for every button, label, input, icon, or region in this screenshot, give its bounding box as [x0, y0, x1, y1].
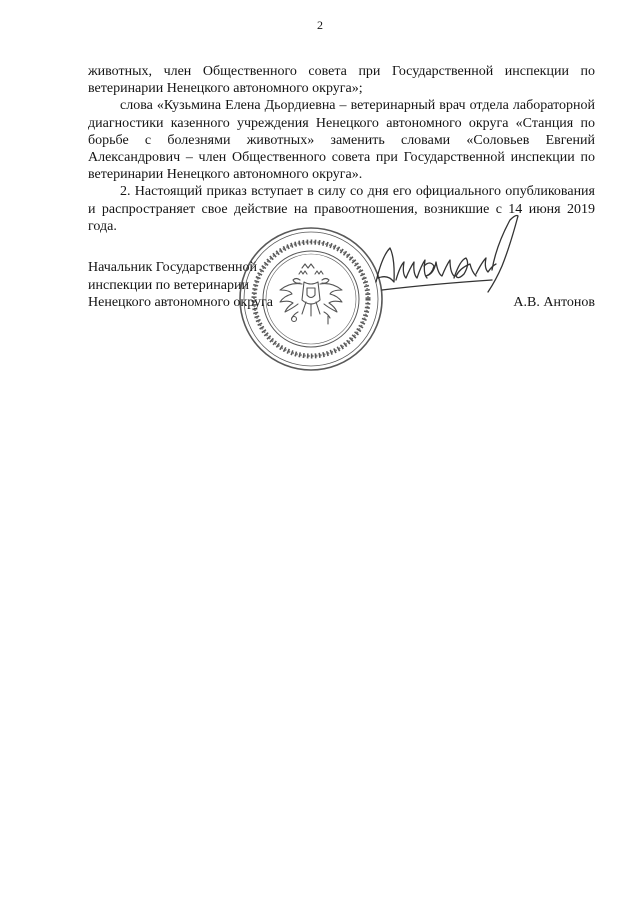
signer-position-line: Начальник Государственной [88, 260, 258, 275]
paragraph-continuation: животных, член Общественного совета при Государственной инспекции по ветеринарии Ненецкого автономного округа»; [88, 64, 595, 97]
signer-name: А.В. Антонов [513, 295, 595, 310]
handwritten-signature-icon [372, 210, 532, 310]
official-seal-icon [236, 224, 386, 374]
page-number: 2 [317, 18, 323, 32]
signer-position-line: Ненецкого автономного округа [88, 295, 273, 311]
paragraph-replacement-clause: слова «Кузьмина Елена Дьордиевна – ветеринарный врач отдела лабораторной диагностики казенного учреждения Ненецкого автономного округа «Станция по борьбе с болезнями животных» заменить словами «Соловьев Евгений Александрович – член Общественного совета при Государственной инспекции по ветеринарии Ненецкого автономного округа». [88, 98, 595, 183]
signer-position-line: инспекции по ветеринарии [88, 277, 249, 293]
paragraph-effective-date: 2. Настоящий приказ вступает в силу со дня его официального опубликования и распространяет свое действие на правоотношения, возникшие с 14 июня 2019 года. [88, 184, 595, 234]
